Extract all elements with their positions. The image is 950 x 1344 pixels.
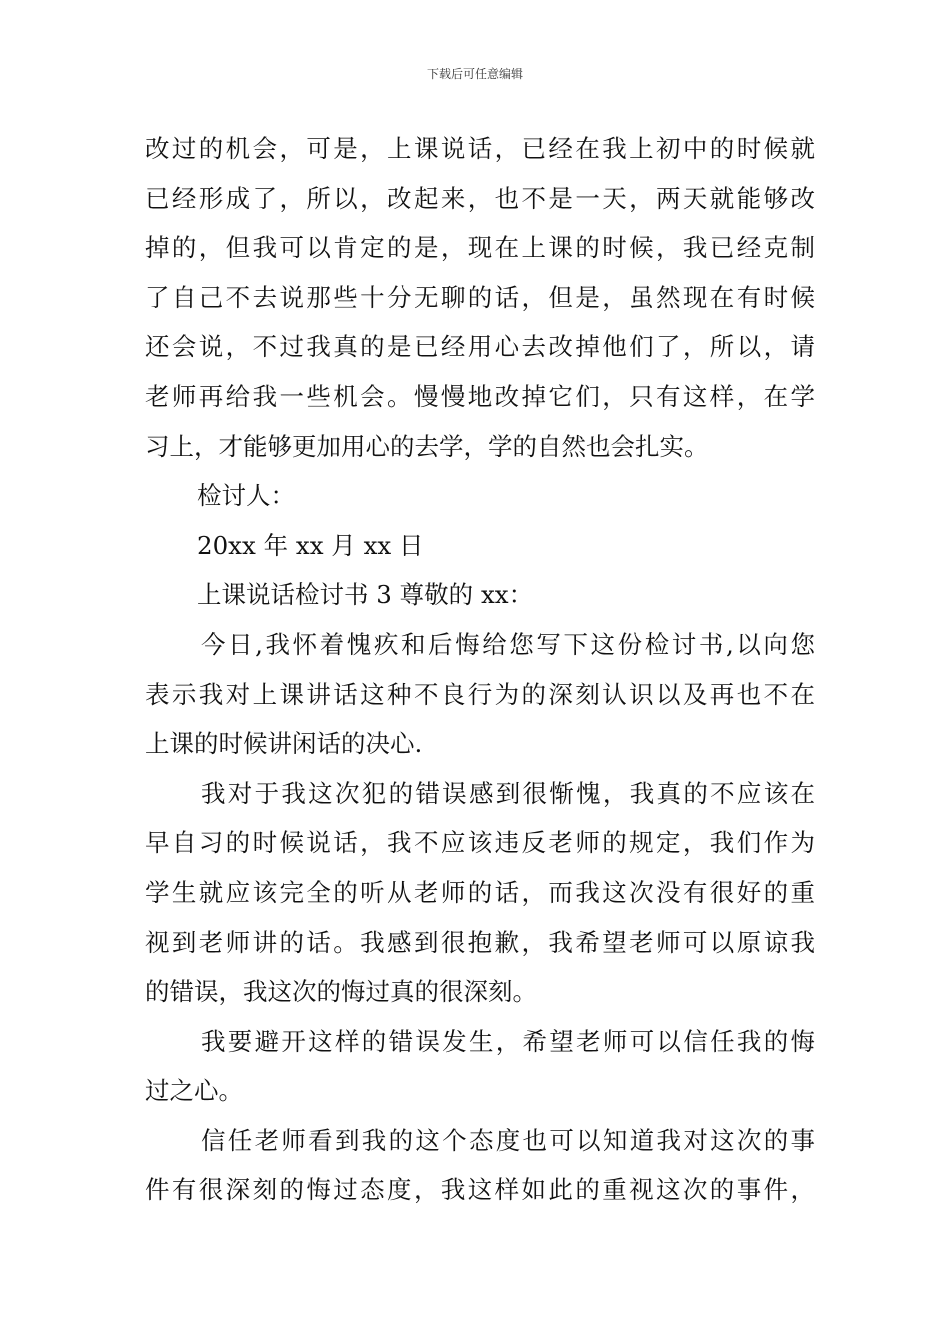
text-line: 我要避开这样的错误发生，希望老师可以信任我的悔	[201, 1026, 815, 1056]
page-header: 下载后可任意编辑	[426, 67, 523, 81]
date-line: 20xx 年 xx 月 xx 日	[197, 530, 424, 560]
text-line: 习上，才能够更加用心的去学，学的自然也会扎实。	[145, 431, 709, 461]
text-line: 老师再给我一些机会。慢慢地改掉它们，只有这样，在学	[145, 381, 815, 411]
signature-label: 检讨人：	[197, 481, 295, 511]
text-line: 了自己不去说那些十分无聊的话，但是，虽然现在有时候	[145, 282, 815, 312]
text-line: 还会说，不过我真的是已经用心去改掉他们了，所以，请	[145, 332, 815, 362]
text-line: 我对于我这次犯的错误感到很惭愧，我真的不应该在	[201, 778, 815, 808]
text-line: 信任老师看到我的这个态度也可以知道我对这次的事	[201, 1125, 815, 1155]
text-line: 表示我对上课讲话这种不良行为的深刻认识以及再也不在	[145, 679, 815, 709]
text-line: 早自习的时候说话，我不应该违反老师的规定，我们作为	[145, 828, 815, 858]
text-line: 已经形成了，所以，改起来，也不是一天，两天就能够改	[145, 183, 815, 213]
text-line: 的错误，我这次的悔过真的很深刻。	[145, 977, 537, 1007]
text-line: 学生就应该完全的听从老师的话，而我这次没有很好的重	[145, 877, 815, 907]
text-line: 上课的时候讲闲话的决心.	[145, 729, 423, 759]
section-title: 上课说话检讨书 3 尊敬的 xx：	[197, 580, 534, 610]
document-body	[145, 124, 815, 1215]
text-line: 过之心。	[145, 1076, 243, 1106]
text-line: 今日,我怀着愧疚和后悔给您写下这份检讨书,以向您	[201, 629, 815, 659]
text-line: 件有很深刻的悔过态度，我这样如此的重视这次的事件，	[145, 1175, 815, 1205]
text-line: 视到老师讲的话。我感到很抱歉，我希望老师可以原谅我	[145, 927, 815, 957]
text-line: 掉的，但我可以肯定的是，现在上课的时候，我已经克制	[145, 233, 815, 263]
text-line: 改过的机会，可是，上课说话，已经在我上初中的时候就	[145, 134, 815, 163]
